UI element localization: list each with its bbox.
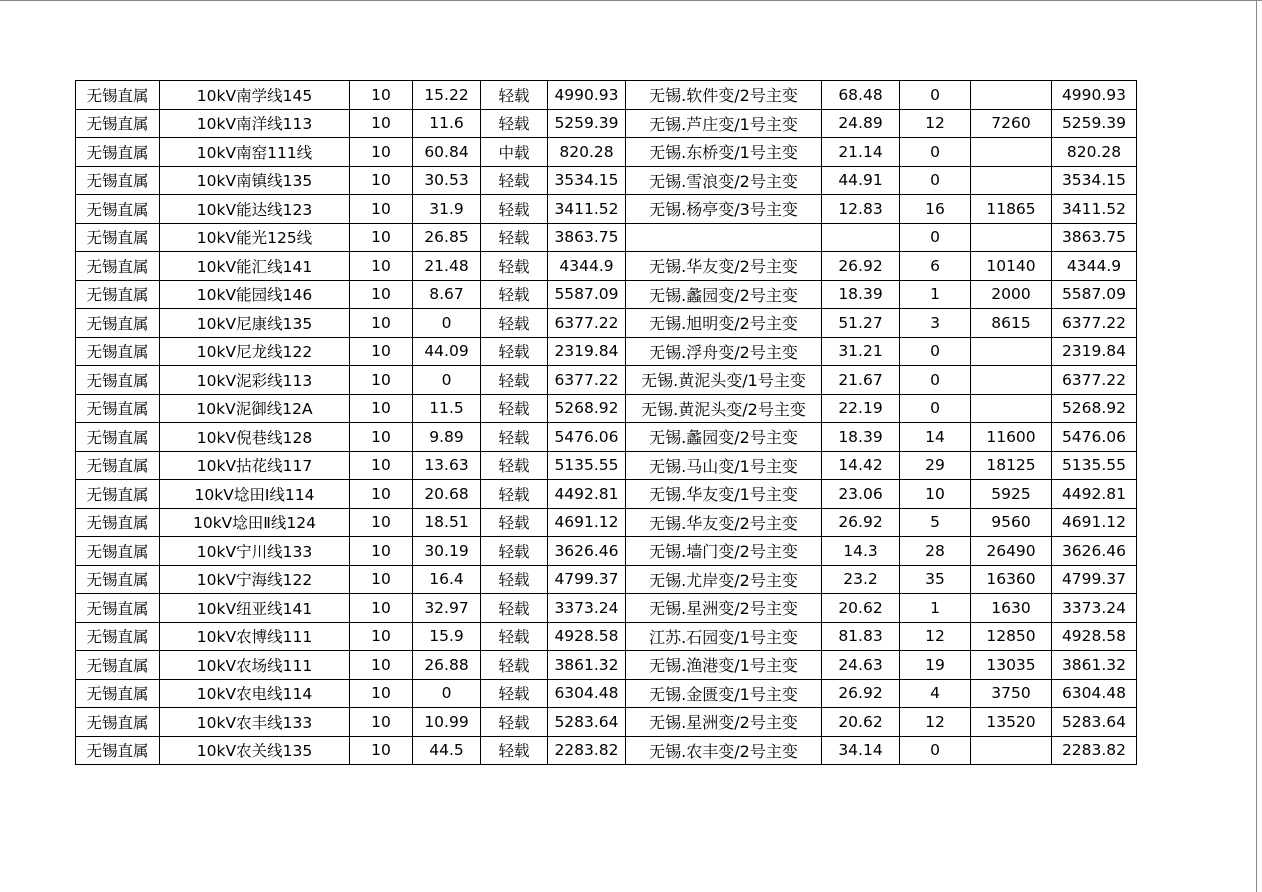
- region-cell: 无锡直属: [76, 480, 160, 509]
- count-cell: 29: [900, 451, 971, 480]
- count-cell: 0: [900, 366, 971, 395]
- substation-cell: 江苏.石园变/1号主变: [626, 622, 822, 651]
- voltage-cell: 10: [350, 565, 413, 594]
- count-cell: 28: [900, 537, 971, 566]
- substation-cell: 无锡.渔港变/1号主变: [626, 651, 822, 680]
- load-status-cell: 轻载: [481, 565, 548, 594]
- line-name-cell: 10kV尼康线135: [160, 309, 350, 338]
- table-row: [76, 565, 1137, 594]
- transformer-load-cell: 44.91: [822, 166, 900, 195]
- load-rate-cell: 20.68: [413, 480, 481, 509]
- load-rate-cell: 11.6: [413, 109, 481, 138]
- table-row: [76, 708, 1137, 737]
- load-status-cell: 中载: [481, 138, 548, 167]
- voltage-cell: 10: [350, 651, 413, 680]
- load-status-cell: 轻载: [481, 508, 548, 537]
- amount-cell: 3750: [971, 679, 1052, 708]
- load-rate-cell: 8.67: [413, 280, 481, 309]
- voltage-cell: 10: [350, 252, 413, 281]
- load-status-cell: 轻载: [481, 423, 548, 452]
- count-cell: 12: [900, 622, 971, 651]
- count-cell: 3: [900, 309, 971, 338]
- amount-cell: 18125: [971, 451, 1052, 480]
- region-cell: 无锡直属: [76, 594, 160, 623]
- table-row: [76, 423, 1137, 452]
- substation-cell: 无锡.华友变/2号主变: [626, 252, 822, 281]
- line-name-cell: 10kV南洋线113: [160, 109, 350, 138]
- amount-cell: 2000: [971, 280, 1052, 309]
- page-top-border: [0, 0, 1262, 1]
- substation-cell: 无锡.杨亭变/3号主变: [626, 195, 822, 224]
- line-name-cell: 10kV能汇线141: [160, 252, 350, 281]
- voltage-cell: 10: [350, 81, 413, 110]
- line-name-cell: 10kV埝田Ⅱ线124: [160, 508, 350, 537]
- capacity-cell: 4799.37: [548, 565, 626, 594]
- region-cell: 无锡直属: [76, 622, 160, 651]
- load-status-cell: 轻载: [481, 708, 548, 737]
- capacity-cell: 5283.64: [548, 708, 626, 737]
- total-cell: 5283.64: [1052, 708, 1137, 737]
- amount-cell: 11600: [971, 423, 1052, 452]
- transformer-load-cell: 31.21: [822, 337, 900, 366]
- load-status-cell: 轻载: [481, 252, 548, 281]
- amount-cell: 12850: [971, 622, 1052, 651]
- amount-cell: 1630: [971, 594, 1052, 623]
- amount-cell: [971, 366, 1052, 395]
- load-rate-cell: 30.53: [413, 166, 481, 195]
- transformer-load-cell: 34.14: [822, 736, 900, 765]
- load-rate-cell: 60.84: [413, 138, 481, 167]
- load-status-cell: 轻载: [481, 109, 548, 138]
- transformer-load-cell: 23.06: [822, 480, 900, 509]
- capacity-cell: 6377.22: [548, 309, 626, 338]
- count-cell: 1: [900, 280, 971, 309]
- substation-cell: 无锡.华友变/1号主变: [626, 480, 822, 509]
- total-cell: 2283.82: [1052, 736, 1137, 765]
- load-rate-cell: 26.88: [413, 651, 481, 680]
- substation-cell: 无锡.芦庄变/1号主变: [626, 109, 822, 138]
- substation-cell: 无锡.星洲变/2号主变: [626, 708, 822, 737]
- region-cell: 无锡直属: [76, 537, 160, 566]
- substation-cell: 无锡.马山变/1号主变: [626, 451, 822, 480]
- total-cell: 4990.93: [1052, 81, 1137, 110]
- amount-cell: 7260: [971, 109, 1052, 138]
- region-cell: 无锡直属: [76, 736, 160, 765]
- line-name-cell: 10kV农电线114: [160, 679, 350, 708]
- load-rate-cell: 10.99: [413, 708, 481, 737]
- total-cell: 3626.46: [1052, 537, 1137, 566]
- amount-cell: [971, 166, 1052, 195]
- substation-cell: 无锡.华友变/2号主变: [626, 508, 822, 537]
- transformer-load-cell: 26.92: [822, 508, 900, 537]
- capacity-cell: 4492.81: [548, 480, 626, 509]
- region-cell: 无锡直属: [76, 366, 160, 395]
- region-cell: 无锡直属: [76, 280, 160, 309]
- region-cell: 无锡直属: [76, 109, 160, 138]
- region-cell: 无锡直属: [76, 394, 160, 423]
- amount-cell: 9560: [971, 508, 1052, 537]
- load-status-cell: 轻载: [481, 651, 548, 680]
- count-cell: 0: [900, 223, 971, 252]
- substation-cell: 无锡.墙门变/2号主变: [626, 537, 822, 566]
- voltage-cell: 10: [350, 394, 413, 423]
- region-cell: 无锡直属: [76, 81, 160, 110]
- count-cell: 5: [900, 508, 971, 537]
- amount-cell: [971, 138, 1052, 167]
- voltage-cell: 10: [350, 622, 413, 651]
- substation-cell: 无锡.星洲变/2号主变: [626, 594, 822, 623]
- voltage-cell: 10: [350, 537, 413, 566]
- transformer-load-cell: 20.62: [822, 594, 900, 623]
- table-row: [76, 651, 1137, 680]
- load-rate-cell: 21.48: [413, 252, 481, 281]
- region-cell: 无锡直属: [76, 565, 160, 594]
- voltage-cell: 10: [350, 679, 413, 708]
- total-cell: 820.28: [1052, 138, 1137, 167]
- capacity-cell: 3626.46: [548, 537, 626, 566]
- substation-cell: 无锡.蠡园变/2号主变: [626, 280, 822, 309]
- substation-cell: 无锡.金匮变/1号主变: [626, 679, 822, 708]
- count-cell: 14: [900, 423, 971, 452]
- amount-cell: [971, 223, 1052, 252]
- line-name-cell: 10kV南窑111线: [160, 138, 350, 167]
- total-cell: 5476.06: [1052, 423, 1137, 452]
- load-rate-cell: 11.5: [413, 394, 481, 423]
- capacity-cell: 4990.93: [548, 81, 626, 110]
- table-row: [76, 537, 1137, 566]
- region-cell: 无锡直属: [76, 651, 160, 680]
- capacity-cell: 5476.06: [548, 423, 626, 452]
- region-cell: 无锡直属: [76, 223, 160, 252]
- total-cell: 6304.48: [1052, 679, 1137, 708]
- transformer-load-cell: 24.89: [822, 109, 900, 138]
- load-status-cell: 轻载: [481, 622, 548, 651]
- line-name-cell: 10kV农丰线133: [160, 708, 350, 737]
- voltage-cell: 10: [350, 366, 413, 395]
- count-cell: 12: [900, 708, 971, 737]
- amount-cell: [971, 337, 1052, 366]
- load-rate-cell: 9.89: [413, 423, 481, 452]
- line-name-cell: 10kV南学线145: [160, 81, 350, 110]
- voltage-cell: 10: [350, 280, 413, 309]
- substation-cell: [626, 223, 822, 252]
- total-cell: 3861.32: [1052, 651, 1137, 680]
- region-cell: 无锡直属: [76, 508, 160, 537]
- substation-cell: 无锡.尤岸变/2号主变: [626, 565, 822, 594]
- transformer-load-cell: 18.39: [822, 423, 900, 452]
- table-row: [76, 451, 1137, 480]
- total-cell: 6377.22: [1052, 366, 1137, 395]
- region-cell: 无锡直属: [76, 708, 160, 737]
- table-row: [76, 252, 1137, 281]
- count-cell: 19: [900, 651, 971, 680]
- count-cell: 35: [900, 565, 971, 594]
- table-row: [76, 280, 1137, 309]
- table-row: [76, 679, 1137, 708]
- line-name-cell: 10kV能达线123: [160, 195, 350, 224]
- voltage-cell: 10: [350, 223, 413, 252]
- total-cell: 4928.58: [1052, 622, 1137, 651]
- count-cell: 0: [900, 337, 971, 366]
- count-cell: 1: [900, 594, 971, 623]
- capacity-cell: 6304.48: [548, 679, 626, 708]
- table-row: [76, 223, 1137, 252]
- region-cell: 无锡直属: [76, 195, 160, 224]
- amount-cell: 10140: [971, 252, 1052, 281]
- line-name-cell: 10kV能园线146: [160, 280, 350, 309]
- capacity-cell: 3411.52: [548, 195, 626, 224]
- load-rate-cell: 44.09: [413, 337, 481, 366]
- load-status-cell: 轻载: [481, 309, 548, 338]
- voltage-cell: 10: [350, 109, 413, 138]
- substation-cell: 无锡.东桥变/1号主变: [626, 138, 822, 167]
- load-rate-cell: 13.63: [413, 451, 481, 480]
- voltage-cell: 10: [350, 451, 413, 480]
- load-rate-cell: 26.85: [413, 223, 481, 252]
- line-name-cell: 10kV农关线135: [160, 736, 350, 765]
- table-row: [76, 366, 1137, 395]
- table-row: [76, 480, 1137, 509]
- load-status-cell: 轻载: [481, 280, 548, 309]
- line-name-cell: 10kV倪巷线128: [160, 423, 350, 452]
- count-cell: 0: [900, 166, 971, 195]
- amount-cell: 13035: [971, 651, 1052, 680]
- load-rate-cell: 15.9: [413, 622, 481, 651]
- count-cell: 4: [900, 679, 971, 708]
- transformer-load-cell: 22.19: [822, 394, 900, 423]
- transformer-load-cell: 81.83: [822, 622, 900, 651]
- count-cell: 0: [900, 394, 971, 423]
- region-cell: 无锡直属: [76, 309, 160, 338]
- capacity-cell: 2319.84: [548, 337, 626, 366]
- total-cell: 3411.52: [1052, 195, 1137, 224]
- load-status-cell: 轻载: [481, 337, 548, 366]
- transformer-load-cell: 24.63: [822, 651, 900, 680]
- load-rate-cell: 0: [413, 309, 481, 338]
- line-name-cell: 10kV南镇线135: [160, 166, 350, 195]
- table-row: [76, 109, 1137, 138]
- voltage-cell: 10: [350, 195, 413, 224]
- line-name-cell: 10kV泥御线12A: [160, 394, 350, 423]
- load-status-cell: 轻载: [481, 480, 548, 509]
- transformer-load-cell: 26.92: [822, 679, 900, 708]
- total-cell: 4492.81: [1052, 480, 1137, 509]
- page-right-border: [1256, 0, 1257, 892]
- line-name-cell: 10kV泥彩线113: [160, 366, 350, 395]
- voltage-cell: 10: [350, 337, 413, 366]
- region-cell: 无锡直属: [76, 679, 160, 708]
- total-cell: 4344.9: [1052, 252, 1137, 281]
- capacity-cell: 3534.15: [548, 166, 626, 195]
- amount-cell: [971, 81, 1052, 110]
- transformer-load-cell: 20.62: [822, 708, 900, 737]
- amount-cell: [971, 394, 1052, 423]
- voltage-cell: 10: [350, 708, 413, 737]
- capacity-cell: 820.28: [548, 138, 626, 167]
- load-status-cell: 轻载: [481, 195, 548, 224]
- substation-cell: 无锡.软件变/2号主变: [626, 81, 822, 110]
- voltage-cell: 10: [350, 508, 413, 537]
- load-rate-cell: 30.19: [413, 537, 481, 566]
- voltage-cell: 10: [350, 594, 413, 623]
- table-row: [76, 622, 1137, 651]
- capacity-cell: 5268.92: [548, 394, 626, 423]
- table-row: [76, 736, 1137, 765]
- count-cell: 16: [900, 195, 971, 224]
- capacity-cell: 5587.09: [548, 280, 626, 309]
- amount-cell: 16360: [971, 565, 1052, 594]
- transformer-load-cell: 21.67: [822, 366, 900, 395]
- count-cell: 6: [900, 252, 971, 281]
- capacity-cell: 2283.82: [548, 736, 626, 765]
- load-status-cell: 轻载: [481, 394, 548, 423]
- load-rate-cell: 0: [413, 366, 481, 395]
- total-cell: 3863.75: [1052, 223, 1137, 252]
- total-cell: 3373.24: [1052, 594, 1137, 623]
- load-rate-cell: 16.4: [413, 565, 481, 594]
- capacity-cell: 5135.55: [548, 451, 626, 480]
- amount-cell: 26490: [971, 537, 1052, 566]
- transformer-load-cell: 12.83: [822, 195, 900, 224]
- count-cell: 0: [900, 81, 971, 110]
- line-name-cell: 10kV纽亚线141: [160, 594, 350, 623]
- load-status-cell: 轻载: [481, 81, 548, 110]
- amount-cell: 5925: [971, 480, 1052, 509]
- capacity-cell: 3861.32: [548, 651, 626, 680]
- substation-cell: 无锡.黄泥头变/1号主变: [626, 366, 822, 395]
- substation-cell: 无锡.蠡园变/2号主变: [626, 423, 822, 452]
- capacity-cell: 4691.12: [548, 508, 626, 537]
- table-body: [76, 81, 1137, 765]
- transformer-load-cell: 14.42: [822, 451, 900, 480]
- line-name-cell: 10kV尼龙线122: [160, 337, 350, 366]
- load-status-cell: 轻载: [481, 594, 548, 623]
- amount-cell: 13520: [971, 708, 1052, 737]
- table-row: [76, 166, 1137, 195]
- line-name-cell: 10kV埝田Ⅰ线114: [160, 480, 350, 509]
- count-cell: 12: [900, 109, 971, 138]
- load-status-cell: 轻载: [481, 451, 548, 480]
- transformer-load-cell: 23.2: [822, 565, 900, 594]
- substation-cell: 无锡.雪浪变/2号主变: [626, 166, 822, 195]
- count-cell: 0: [900, 138, 971, 167]
- substation-cell: 无锡.农丰变/2号主变: [626, 736, 822, 765]
- substation-cell: 无锡.旭明变/2号主变: [626, 309, 822, 338]
- line-name-cell: 10kV拈花线117: [160, 451, 350, 480]
- total-cell: 5268.92: [1052, 394, 1137, 423]
- substation-cell: 无锡.黄泥头变/2号主变: [626, 394, 822, 423]
- total-cell: 3534.15: [1052, 166, 1137, 195]
- feeder-load-table: [75, 80, 1137, 765]
- line-name-cell: 10kV能光125线: [160, 223, 350, 252]
- table-row: [76, 337, 1137, 366]
- load-rate-cell: 31.9: [413, 195, 481, 224]
- region-cell: 无锡直属: [76, 337, 160, 366]
- load-status-cell: 轻载: [481, 736, 548, 765]
- count-cell: 0: [900, 736, 971, 765]
- region-cell: 无锡直属: [76, 138, 160, 167]
- line-name-cell: 10kV农博线111: [160, 622, 350, 651]
- load-rate-cell: 0: [413, 679, 481, 708]
- voltage-cell: 10: [350, 423, 413, 452]
- capacity-cell: 5259.39: [548, 109, 626, 138]
- count-cell: 10: [900, 480, 971, 509]
- total-cell: 5587.09: [1052, 280, 1137, 309]
- load-status-cell: 轻载: [481, 223, 548, 252]
- amount-cell: 8615: [971, 309, 1052, 338]
- transformer-load-cell: 68.48: [822, 81, 900, 110]
- total-cell: 5135.55: [1052, 451, 1137, 480]
- capacity-cell: 4344.9: [548, 252, 626, 281]
- voltage-cell: 10: [350, 736, 413, 765]
- total-cell: 4799.37: [1052, 565, 1137, 594]
- transformer-load-cell: 26.92: [822, 252, 900, 281]
- capacity-cell: 3863.75: [548, 223, 626, 252]
- table-row: [76, 508, 1137, 537]
- line-name-cell: 10kV宁川线133: [160, 537, 350, 566]
- load-status-cell: 轻载: [481, 166, 548, 195]
- transformer-load-cell: 18.39: [822, 280, 900, 309]
- capacity-cell: 4928.58: [548, 622, 626, 651]
- load-rate-cell: 44.5: [413, 736, 481, 765]
- load-status-cell: 轻载: [481, 679, 548, 708]
- load-rate-cell: 32.97: [413, 594, 481, 623]
- table-row: [76, 309, 1137, 338]
- voltage-cell: 10: [350, 166, 413, 195]
- region-cell: 无锡直属: [76, 451, 160, 480]
- voltage-cell: 10: [350, 309, 413, 338]
- region-cell: 无锡直属: [76, 166, 160, 195]
- transformer-load-cell: 14.3: [822, 537, 900, 566]
- table-row: [76, 195, 1137, 224]
- transformer-load-cell: 21.14: [822, 138, 900, 167]
- load-status-cell: 轻载: [481, 537, 548, 566]
- amount-cell: [971, 736, 1052, 765]
- voltage-cell: 10: [350, 480, 413, 509]
- table-row: [76, 81, 1137, 110]
- capacity-cell: 3373.24: [548, 594, 626, 623]
- amount-cell: 11865: [971, 195, 1052, 224]
- total-cell: 5259.39: [1052, 109, 1137, 138]
- line-name-cell: 10kV农场线111: [160, 651, 350, 680]
- transformer-load-cell: 51.27: [822, 309, 900, 338]
- table-row: [76, 394, 1137, 423]
- total-cell: 6377.22: [1052, 309, 1137, 338]
- total-cell: 4691.12: [1052, 508, 1137, 537]
- transformer-load-cell: [822, 223, 900, 252]
- capacity-cell: 6377.22: [548, 366, 626, 395]
- table-row: [76, 594, 1137, 623]
- load-rate-cell: 15.22: [413, 81, 481, 110]
- substation-cell: 无锡.浮舟变/2号主变: [626, 337, 822, 366]
- total-cell: 2319.84: [1052, 337, 1137, 366]
- region-cell: 无锡直属: [76, 423, 160, 452]
- load-rate-cell: 18.51: [413, 508, 481, 537]
- region-cell: 无锡直属: [76, 252, 160, 281]
- line-name-cell: 10kV宁海线122: [160, 565, 350, 594]
- load-status-cell: 轻载: [481, 366, 548, 395]
- voltage-cell: 10: [350, 138, 413, 167]
- table-row: [76, 138, 1137, 167]
